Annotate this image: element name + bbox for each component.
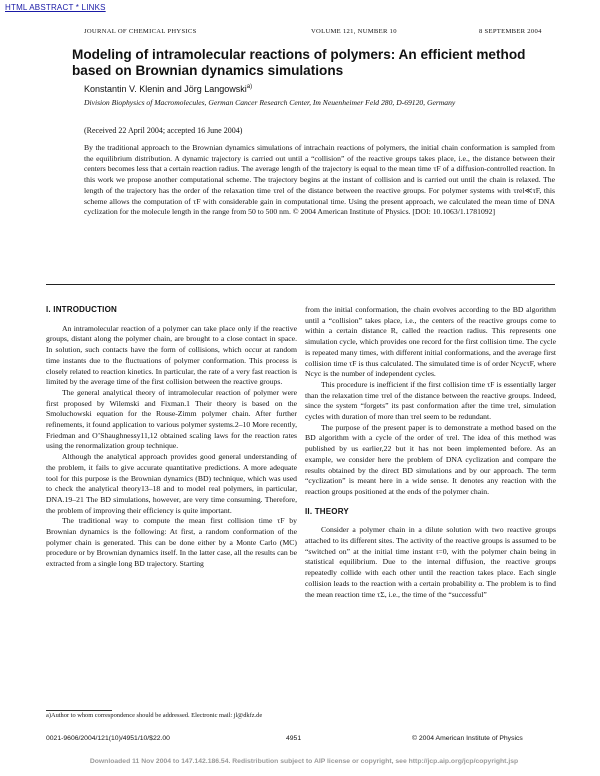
author-footnote-mark: a): [246, 84, 253, 90]
section-divider: [46, 284, 555, 285]
paragraph: Consider a polymer chain in a dilute solution with two reactive groups attached to its different sites. The activity of the reactive groups is assumed to be “switched on” at the initial time instant t=0, with the polymer chain being in statistical equilibrium. Due to the internal diffusion, the reactive groups repeatedly collide with each other until the reaction takes place. Each single collision leads to the reaction with a certain probability α. The problem is to find the mean reaction time τΣ, i.e., the time of the “successful”: [305, 525, 556, 599]
paragraph: Although the analytical approach provides good general understanding of the problem, it fails to give accurate quantitative predictions. A more adequate tool for this purpose is the Brownian dynamics (BD) technique, which was used to check the analytical theory13–18 and to model real polymers, in particular, DNA.19–21 The BD simulations, however, are very time consuming. Therefore, the problem of improving their efficiency is quite important.: [46, 452, 297, 515]
paragraph: This procedure is inefficient if the first collision time τF is essentially larger than the relaxation time τrel of the distance between the reactive groups. Indeed, since the system “forgets” its past conformation after the time τrel, simulation cycles with duration of more than τrel seem to be redundant.: [305, 379, 556, 422]
abstract: By the traditional approach to the Brownian dynamics simulations of intrachain reactions of polymers, the initial chain conformation is sampled from the equilibrium distribution. A dynamic trajectory is carried out until a “collision” of the reactive groups takes place, i.e., the distance between their centers becomes less that a certain reaction radius. The average length of the trajectory is equal to the mean time τF of a diffusion-controlled reaction. In this work we propose another computational scheme. The trajectory begins at the instant of collision and is carried out until the chain is relaxed. The length of the trajectory has the order of the relaxation time τrel of the distance between the reactive groups. For polymer systems with τrel≪τF, this scheme allows the computation of τF with considerable gain in computational time. Using the present approach, we calculated the mean time of DNA cyclization for the molecule length in the range from 50 to 500 nm. © 2004 American Institute of Physics. [DOI: 10.1063/1.1781092]: [84, 143, 555, 217]
copyright: © 2004 American Institute of Physics: [412, 735, 523, 742]
section-heading-introduction: I. INTRODUCTION: [46, 305, 117, 314]
section-heading-theory: II. THEORY: [305, 506, 349, 516]
left-column: [46, 305, 297, 570]
paragraph: An intramolecular reaction of a polymer can take place only if the reactive groups, distant along the polymer chain, are brought to a close contact in space. In solution, such contacts have the form of collisions, which occur at random time instants due to the fluctuations of polymer conformation. This process is closely related to reaction kinetics. In particular, the rate of a very fast reaction is limited by the average time of the first collision between the reactive groups.: [46, 323, 297, 387]
article-code: 0021-9606/2004/121(10)/4951/10/$22.00: [46, 735, 170, 742]
author-line: [84, 84, 252, 94]
issue-date: 8 SEPTEMBER 2004: [479, 28, 542, 35]
footnote: a)Author to whom correspondence should be addressed. Electronic mail: jl@dkfz.de: [46, 712, 263, 719]
paragraph: The traditional way to compute the mean first collision time τF by Brownian dynamics is the following: At first, a random conformation of the polymer chain is generated. This can be done either by a Monte Carlo (MC) procedure or by Brownian dynamics itself. In the latter case, all the results can be extracted from a single long BD trajectory. Starting: [46, 516, 297, 569]
affiliation: Division Biophysics of Macromolecules, German Cancer Research Center, Im Neuenheimer Feld 280, D-69120, Germany: [84, 98, 456, 107]
authors: Konstantin V. Klenin and Jörg Langowski: [84, 84, 247, 94]
footnote-rule: [46, 710, 112, 711]
paragraph: The general analytical theory of intramolecular reaction of polymer were first proposed by Wilemski and Fixman.1 Their theory is based on the Smoluchowski equation for the Rouse-Zimm polymer chain. After further refinements, it found application to various polymer systems.2–10 More recently, Friedman and O’Shaughnessy11,12 obtained scaling laws for the reaction rates using the renormalization group technique.: [46, 387, 297, 451]
article-title: Modeling of intramolecular reactions of polymers: An efficient method based on Brownian dynamics simulations: [72, 47, 526, 78]
page-number: 4951: [286, 735, 302, 742]
volume-number: VOLUME 121, NUMBER 10: [311, 28, 397, 35]
received-dates: (Received 22 April 2004; accepted 16 June 2004): [84, 126, 243, 135]
paragraph: The purpose of the present paper is to demonstrate a method based on the BD algorithm with a cycle of the order of τrel. The idea of this method was published by us earlier,22 but it has not been implemented before. As an example, we consider here the problem of DNA cyclization and compare the results obtained by the direct BD simulations and by our approach. The term “cyclization” is meant here in a wide sense. It denotes any reaction with the reaction groups positioned at the ends of the polymer chain.: [305, 422, 556, 496]
right-column: [305, 305, 556, 600]
html-abstract-links[interactable]: HTML ABSTRACT * LINKS: [5, 3, 106, 12]
paragraph: from the initial conformation, the chain evolves according to the BD algorithm until a “collision” takes place, i.e., the centers of the reactive groups come to within a certain distance R, called the reaction radius. This represents one simulation cycle, which provides one record for the first collision time. The cycle is repeated many times, with different initial conformations, and the average first collision time τF is thus calculated. The simulated time is of order NcycτF, where Ncyc is the number of independent cycles.: [305, 305, 556, 379]
download-notice: Downloaded 11 Nov 2004 to 147.142.186.54. Redistribution subject to AIP license or copyright, see http://jcp.aip.org/jcp/copyright.jsp: [89, 758, 519, 765]
journal-name: JOURNAL OF CHEMICAL PHYSICS: [84, 28, 197, 35]
